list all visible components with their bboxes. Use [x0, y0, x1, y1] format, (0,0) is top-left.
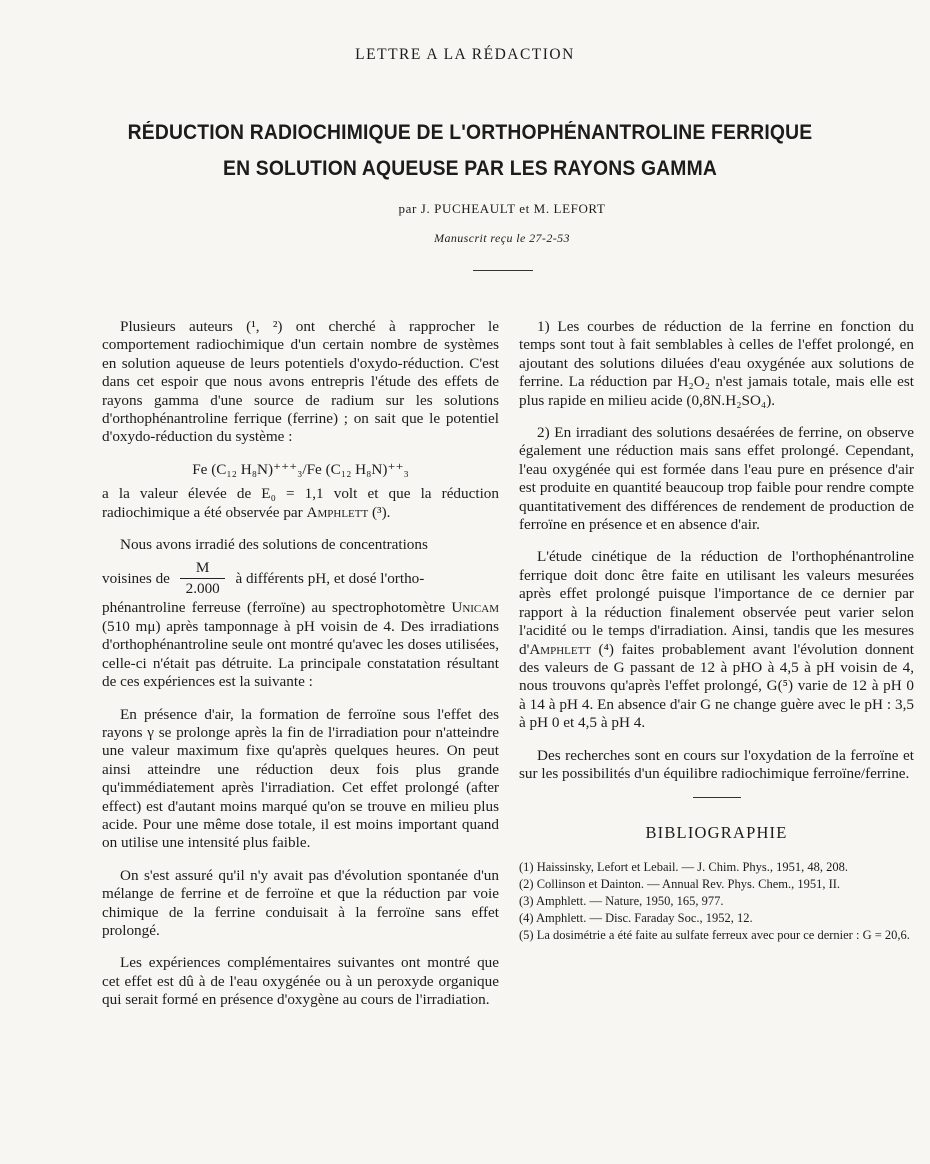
title-rule [473, 270, 533, 271]
authors: par J. PUCHEAULT et M. LEFORT [398, 201, 606, 216]
paragraph: Nous avons irradié des solutions de concentrations [120, 536, 428, 554]
paragraph: 2) En irradiant des solutions desaérées de ferrine, on observe également une réduction mais sans effet prolongé. Cependant, l'eau oxygénée qui est formée dans l'eau pure en présence d'air est produite en quantité beaucoup trop faible pour rendre compte quantitativement des différences de rendement de production de ferroïne en présence et en absence d'air. [519, 424, 914, 534]
title-line-1: RÉDUCTION RADIOCHIMIQUE DE L'ORTHOPHÉNANTROLINE FERRIQUE [127, 121, 813, 144]
paragraph: En présence d'air, la formation de ferroïne sous l'effet des rayons γ se prolonge après la fin de l'irradiation pour n'atteindre une valeur maximum fixe qu'après quelques heures. On peut ainsi atteindre une réduction deux fois plus grande qu'immédiatement après l'irradiation. Cet effet prolongé (after effect) est d'autant moins marqué qu'on se trouve en milieu plus acide. Pour une même dose totale, il est moins important quand on utilise une intensité plus faible. [102, 705, 499, 852]
paragraph: Plusieurs auteurs (¹, ²) ont cherché à rapprocher le comportement radiochimique d'un certain nombre de systèmes en solution aqueuse de leurs potentiels d'oxydo-réduction. C'est dans cet espoir que nous avons entrepris l'étude des effets de rayons gamma d'une source de radium sur les solutions d'orthophénantroline ferrique (ferrine) ; on sait que le potentiel d'oxydo-réduction du système : [102, 318, 499, 446]
paragraph: L'étude cinétique de la réduction de l'orthophénantroline ferrique doit donc être faite en utilisant les valeurs mesurées après effet prolongé puisque l'importance de ce dernier par rapport à la réduction finalement observée peut varier selon l'acidité ou le temps d'irradiation. Ainsi, tandis que les mesures d'Amphlett (⁴) faites probablement avant l'évolution donnent des valeurs de G passant de 12 à pHO à 4,5 à pH voisin de 4, nous trouvons qu'après l'effet prolongé, G(⁵) varie de 12 à pH 0 à 14 à pH 4. En absence d'air G ne change guère avec le pH : 3,5 à pH 0 et 4,5 à pH 4. [519, 548, 914, 732]
list-item: (1) Haissinsky, Lefort et Lebail. — J. Chim. Phys., 1951, 48, 208. [519, 859, 849, 874]
redox-formula: Fe (C₁₂ H₈N)⁺⁺⁺₃/Fe (C₁₂ H₈N)⁺⁺₃ [192, 460, 409, 478]
paragraph: Les expériences complémentaires suivantes ont montré que cet effet est dû à de l'eau oxygénée ou à un peroxyde organique qui serait formé en présence d'oxygène au cours de l'irradiation. [102, 954, 499, 1009]
article-title [93, 115, 847, 187]
list-item: (5) La dosimétrie a été faite au sulfate ferreux avec pour ce dernier : G = 20,6. [519, 927, 910, 942]
paragraph: phénantroline ferreuse (ferroïne) au spectrophotomètre Unicam (510 mμ) après tamponnage à pH voisin de 4. Des irradiations d'orthophénantroline seule ont montré qu'avec les doses utilisées, celle-ci n'était pas détruite. La principale constatation résultant de ces expériences est la suivante : [102, 599, 499, 691]
section-rule [693, 797, 741, 798]
fraction-line: voisines de $\frac{M}{2.000}$ à différents pH, et dosé l'ortho- [102, 559, 425, 598]
title-line-2: EN SOLUTION AQUEUSE PAR LES RAYONS GAMMA [223, 157, 717, 180]
list-item: (4) Amphlett. — Disc. Faraday Soc., 1952, 12. [519, 910, 753, 925]
list-item: (2) Collinson et Dainton. — Annual Rev. Phys. Chem., 1951, II. [519, 876, 841, 891]
paragraph: 1) Les courbes de réduction de la ferrine en fonction du temps sont tout à fait semblables à celles de l'effet prolongé, en ajoutant des solutions diluées d'eau oxygénée aux solutions de ferrine. La réduction par H₂O₂ n'est jamais totale, mais elle est plus rapide en milieu acide (0,8N.H₂SO₄). [519, 318, 914, 409]
paragraph: On s'est assuré qu'il n'y avait pas d'évolution spontanée d'un mélange de ferrine et de ferroïne et que la réduction par voie chimique de la ferrine conduisait à la ferroïne sans effet prolongé. [102, 866, 499, 939]
bibliography-title: BIBLIOGRAPHIE [645, 823, 788, 843]
paragraph: Des recherches sont en cours sur l'oxydation de la ferroïne et sur les possibilités d'un équilibre radiochimique ferroïne/ferrine. [519, 746, 914, 782]
author-ref: Amphlett [529, 640, 592, 658]
concentration-fraction: $\frac{M}{2.000}$ [180, 558, 226, 599]
list-item: (3) Amphlett. — Nature, 1950, 165, 977. [519, 893, 724, 908]
bibliography-list [519, 859, 914, 943]
section-header: LETTRE A LA RÉDACTION [355, 46, 575, 63]
right-column [519, 318, 914, 944]
author-ref: Amphlett [306, 503, 369, 521]
paragraph: a la valeur élevée de E₀ = 1,1 volt et que la réduction radiochimique a été observée par Amphlett (³). [102, 485, 499, 521]
left-column [102, 318, 499, 1024]
received-date: Manuscrit reçu le 27-2-53 [434, 231, 570, 245]
